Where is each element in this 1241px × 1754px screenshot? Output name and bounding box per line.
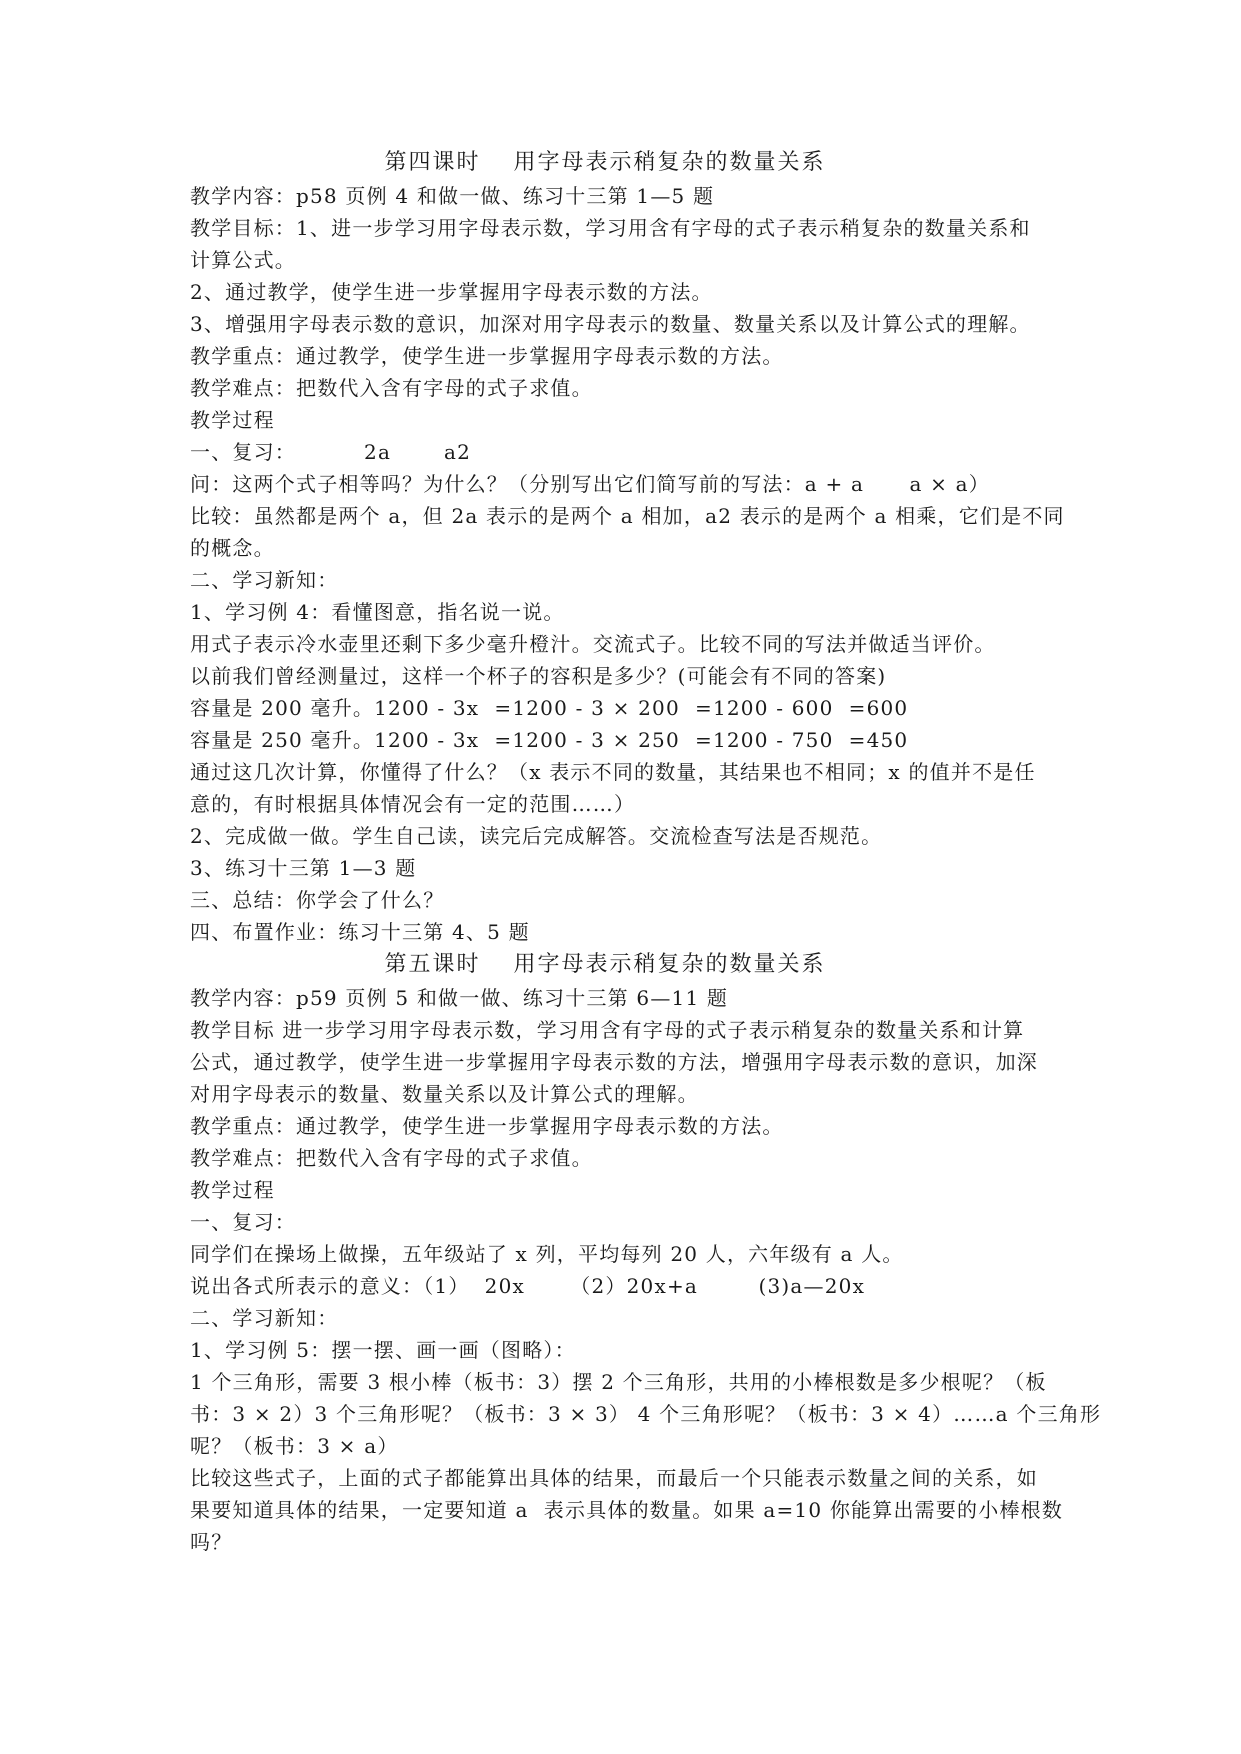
lesson-4-line: 以前我们曾经测量过，这样一个杯子的容积是多少？(可能会有不同的答案) [190,664,887,688]
lesson-5-line: 教学过程 [190,1178,275,1202]
lesson-5-line: 吗？ [190,1530,233,1554]
lesson-4-line: 容量是 200 毫升。1200 - 3x =1200 - 3 × 200 =1200 - 600 =600 [190,696,909,720]
lesson-5-line: 教学重点：通过教学，使学生进一步掌握用字母表示数的方法。 [190,1114,784,1138]
lesson-4-title: 第四课时 用字母表示稍复杂的数量关系 [384,150,826,175]
lesson-4-line: 教学目标：1、进一步学习用字母表示数，学习用含有字母的式子表示稍复杂的数量关系和 [190,216,1031,240]
lesson-4-line: 教学过程 [190,408,275,432]
lesson-4-line: 3、练习十三第 1—3 题 [190,856,417,880]
lesson-4-line: 教学难点：把数代入含有字母的式子求值。 [190,376,593,400]
lesson-5-line: 二、学习新知： [190,1306,339,1330]
lesson-5-line: 教学内容：p59 页例 5 和做一做、练习十三第 6—11 题 [190,986,729,1010]
document-page [190,146,1102,1558]
lesson-5-line: 对用字母表示的数量、数量关系以及计算公式的理解。 [190,1082,699,1106]
lesson-5-line: 教学目标 进一步学习用字母表示数，学习用含有字母的式子表示稍复杂的数量关系和计算 [190,1018,1025,1042]
lesson-4-line: 一、复习： 2a a2 [190,440,472,464]
lesson-4-line: 1、学习例 4：看懂图意，指名说一说。 [190,600,565,624]
lesson-5-title: 第五课时 用字母表示稍复杂的数量关系 [384,952,826,977]
lesson-5-line: 呢？（板书：3 × a） [190,1434,399,1458]
lesson-5-line: 一、复习： [190,1210,296,1234]
lesson-4-line: 三、总结：你学会了什么？ [190,888,445,912]
lesson-5-body [190,982,1102,1558]
lesson-4-line: 3、增强用字母表示数的意识，加深对用字母表示的数量、数量关系以及计算公式的理解。 [190,312,1031,336]
lesson-4-line: 通过这几次计算，你懂得了什么？（x 表示不同的数量，其结果也不相同；x 的值并不是任 [190,760,1036,784]
lesson-5-line: 比较这些式子，上面的式子都能算出具体的结果，而最后一个只能表示数量之间的关系，如 [190,1466,1038,1490]
lesson-4-line: 用式子表示冷水壶里还剩下多少毫升橙汁。交流式子。比较不同的写法并做适当评价。 [190,632,996,656]
lesson-4-line: 2、完成做一做。学生自己读，读完后完成解答。交流检查写法是否规范。 [190,824,883,848]
lesson-5-line: 果要知道具体的结果，一定要知道 a 表示具体的数量。如果 a=10 你能算出需要的小棒根数 [190,1498,1064,1522]
lesson-4-line: 的概念。 [190,536,275,560]
lesson-4-line: 四、布置作业：练习十三第 4、5 题 [190,920,530,944]
lesson-4-line: 问：这两个式子相等吗？为什么？（分别写出它们简写前的写法：a + a a × a） [190,472,990,496]
lesson-5-line: 1、学习例 5：摆一摆、画一画（图略）： [190,1338,576,1362]
lesson-4-line: 容量是 250 毫升。1200 - 3x =1200 - 3 × 250 =1200 - 750 =450 [190,728,909,752]
lesson-4-line: 教学内容：p58 页例 4 和做一做、练习十三第 1—5 题 [190,184,715,208]
lesson-5-line: 同学们在操场上做操，五年级站了 x 列，平均每列 20 人，六年级有 a 人。 [190,1242,904,1266]
lesson-4-line: 计算公式。 [190,248,296,272]
lesson-4-line: 意的，有时根据具体情况会有一定的范围……） [190,792,636,816]
lesson-5-line: 1 个三角形，需要 3 根小棒（板书：3）摆 2 个三角形，共用的小棒根数是多少根呢？（板 [190,1370,1047,1394]
lesson-5-line: 说出各式所表示的意义：（1） 20x （2）20x+a (3)a—20x [190,1274,866,1298]
lesson-4-body [190,180,1065,948]
lesson-4-line: 2、通过教学，使学生进一步掌握用字母表示数的方法。 [190,280,713,304]
lesson-5-line: 书：3 × 2）3 个三角形呢？（板书：3 × 3） 4 个三角形呢？（板书：3 × 4）……a 个三角形 [190,1402,1102,1426]
lesson-5-line: 教学难点：把数代入含有字母的式子求值。 [190,1146,593,1170]
lesson-4-line: 比较：虽然都是两个 a，但 2a 表示的是两个 a 相加，a2 表示的是两个 a 相乘，它们是不同 [190,504,1065,528]
lesson-5-line: 公式，通过教学，使学生进一步掌握用字母表示数的方法，增强用字母表示数的意识，加深 [190,1050,1038,1074]
lesson-4-line: 二、学习新知： [190,568,339,592]
lesson-4-line: 教学重点：通过教学，使学生进一步掌握用字母表示数的方法。 [190,344,784,368]
